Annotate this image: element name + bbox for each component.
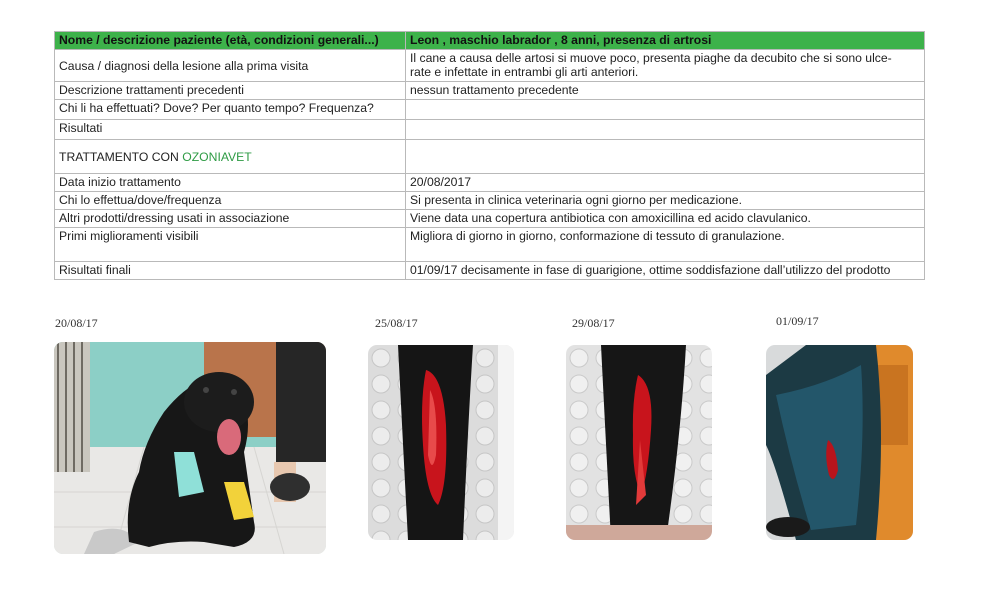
row-value-line: Il cane a causa delle artosi si muove poco, presenta piaghe da decubito che si sono ulce- [410,51,892,65]
photo-wound-01-09 [766,345,913,540]
row-value [406,50,925,82]
row-value: nessun trattamento precedente [406,82,925,100]
table-row [55,140,925,174]
photo-date-2: 25/08/17 [375,316,418,330]
table-row [55,192,925,210]
row-value-line: rate e infettate in entrambi gli arti anteriori. [410,65,639,79]
table-row [55,50,925,82]
photo-date-1: 20/08/17 [55,316,98,330]
table-row [55,174,925,192]
row-value: Si presenta in clinica veterinaria ogni giorno per medicazione. [406,192,925,210]
row-value [406,140,925,174]
treatment-label: TRATTAMENTO CON [59,149,183,164]
row-label: Risultati [55,120,406,140]
photo-wound-25-08 [368,345,514,540]
table-row [55,120,925,140]
header-label: Nome / descrizione paziente (età, condizioni generali...) [55,32,406,50]
row-label: Primi miglioramenti visibili [55,228,406,262]
row-value: Viene data una copertura antibiotica con amoxicillina ed acido clavulanico. [406,210,925,228]
row-label: Chi lo effettua/dove/frequenza [55,192,406,210]
row-value: 20/08/2017 [406,174,925,192]
table-row [55,228,925,262]
row-label: Causa / diagnosi della lesione alla prima visita [55,50,406,82]
photo-date-4: 01/09/17 [776,314,819,328]
row-label: Data inizio trattamento [55,174,406,192]
row-label: Descrizione trattamenti precedenti [55,82,406,100]
photo-wound-29-08 [566,345,712,540]
table-header-row [55,32,925,50]
row-label: Altri prodotti/dressing usati in associazione [55,210,406,228]
table-row [55,210,925,228]
row-label: Chi li ha effettuati? Dove? Per quanto tempo? Frequenza? [55,100,406,120]
header-value: Leon , maschio labrador , 8 anni, presenza di artrosi [406,32,925,50]
patient-case-table [54,31,925,280]
photo-dog-20-08 [54,342,326,554]
row-value: Migliora di giorno in giorno, conformazione di tessuto di granulazione. [406,228,925,262]
brand-name: OZONIAVET [182,149,252,164]
row-value [406,100,925,120]
row-label [55,140,406,174]
table-row [55,82,925,100]
row-value [406,120,925,140]
table-row [55,262,925,280]
row-label: Risultati finali [55,262,406,280]
photo-date-3: 29/08/17 [572,316,615,330]
table-row [55,100,925,120]
row-value: 01/09/17 decisamente in fase di guarigione, ottime soddisfazione dall’utilizzo del prodotto [406,262,925,280]
